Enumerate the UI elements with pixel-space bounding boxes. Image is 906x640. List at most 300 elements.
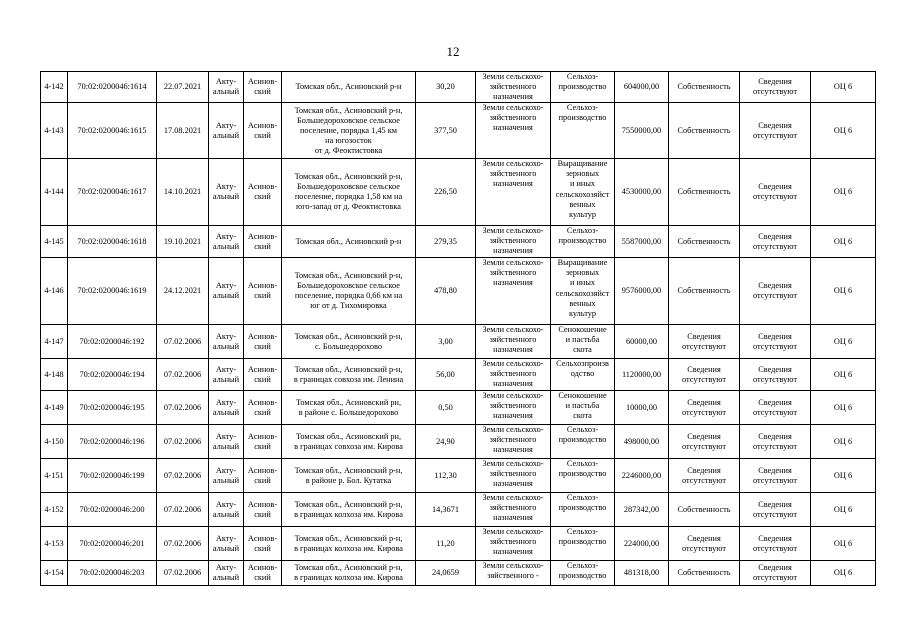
status-text: Акту- альный — [212, 499, 240, 519]
row-number-text: 4-151 — [44, 470, 64, 480]
valuation-zone-text: ОЦ 6 — [833, 369, 853, 379]
valuation-zone-cell — [811, 527, 876, 561]
land-category-cell — [476, 258, 551, 325]
registration-date-text: 14.10.2021 — [163, 187, 202, 197]
valuation-zone-text: ОЦ 6 — [833, 568, 853, 578]
encumbrance-text: Сведения отсутствуют — [752, 533, 798, 553]
address-text: Томская обл., Асиновский р-н — [295, 236, 402, 246]
valuation-zone-cell — [811, 359, 876, 391]
status-text: Акту- альный — [212, 120, 240, 140]
area-text: 14,3671 — [432, 504, 459, 514]
area-cell — [416, 425, 476, 459]
permitted-use-text: Сельхоз- производство — [558, 527, 607, 547]
valuation-zone-cell — [811, 391, 876, 425]
land-category-text: Земли сельскохо- зяйственного назначения — [482, 325, 544, 355]
registration-date-cell — [157, 103, 209, 159]
cadastral-number-text: 70:02:0200046:1614 — [77, 82, 147, 92]
right-type-text: Собственность — [677, 82, 731, 92]
area-text: 377,50 — [434, 125, 457, 135]
address-text: Томская обл., Асиновский р-н, в границах колхоза им. Кирова — [294, 533, 403, 553]
encumbrance-cell — [740, 561, 811, 586]
address-cell — [282, 459, 416, 493]
status-text: Акту- альный — [212, 77, 240, 97]
address-cell — [282, 359, 416, 391]
address-cell — [282, 72, 416, 103]
status-text: Акту- альный — [212, 331, 240, 351]
row-number-text: 4-146 — [44, 286, 64, 296]
valuation-zone-cell — [811, 493, 876, 527]
district-cell — [244, 391, 282, 425]
area-text: 30,20 — [436, 82, 455, 92]
registration-date-cell — [157, 459, 209, 493]
district-text: Асинов- ский — [247, 465, 278, 485]
district-cell — [244, 258, 282, 325]
permitted-use-cell — [551, 325, 615, 359]
area-text: 24,0659 — [432, 568, 459, 578]
area-cell — [416, 459, 476, 493]
cadastral-number-cell — [68, 391, 157, 425]
cadastral-number-cell — [68, 493, 157, 527]
permitted-use-cell — [551, 359, 615, 391]
address-text: Томская обл., Асиновский р-н, в границах колхоза им. Кирова — [294, 563, 403, 583]
address-text: Томская обл., Асиновский р-н — [295, 82, 402, 92]
cadastral-value-cell — [615, 561, 669, 586]
cadastral-value-cell — [615, 103, 669, 159]
address-cell — [282, 561, 416, 586]
row-number-cell — [41, 493, 68, 527]
cadastral-number-cell — [68, 425, 157, 459]
cadastral-number-text: 70:02:0200046:201 — [79, 538, 145, 548]
land-category-cell — [476, 425, 551, 459]
permitted-use-text: Сельхозпроизв одство — [556, 359, 609, 379]
district-cell — [244, 72, 282, 103]
status-text: Акту- альный — [212, 364, 240, 384]
status-text: Акту- альный — [212, 533, 240, 553]
cadastral-number-cell — [68, 459, 157, 493]
registration-date-text: 19.10.2021 — [163, 236, 202, 246]
cadastral-value-text: 224000,00 — [623, 538, 660, 548]
table-row — [41, 391, 876, 425]
cadastral-number-cell — [68, 325, 157, 359]
registration-date-cell — [157, 425, 209, 459]
row-number-text: 4-152 — [44, 504, 64, 514]
cadastral-value-cell — [615, 425, 669, 459]
permitted-use-cell — [551, 391, 615, 425]
valuation-zone-cell — [811, 226, 876, 258]
address-text: Томская обл., Асиновский р-н, Большедороховское сельское поселение, порядка 1,58 км на юго-запад от д. Феоктистовка — [294, 172, 403, 212]
permitted-use-text: Сельхоз- производство — [558, 72, 607, 92]
land-category-text: Земли сельскохо- зяйственного назначения — [482, 459, 544, 489]
row-number-cell — [41, 527, 68, 561]
cadastral-number-text: 70:02:0200046:195 — [79, 402, 145, 412]
encumbrance-cell — [740, 391, 811, 425]
registration-date-text: 07.02.2006 — [163, 568, 202, 578]
table-row — [41, 226, 876, 258]
right-type-cell — [669, 159, 740, 226]
cadastral-number-text: 70:02:0200046:1615 — [77, 125, 147, 135]
permitted-use-cell — [551, 72, 615, 103]
encumbrance-text: Сведения отсутствуют — [752, 499, 798, 519]
cadastral-number-text: 70:02:0200046:200 — [79, 504, 145, 514]
cadastral-value-text: 287342,00 — [623, 504, 660, 514]
land-category-text: Земли сельскохо- зяйственного назначения — [482, 425, 544, 455]
valuation-zone-text: ОЦ 6 — [833, 125, 853, 135]
address-cell — [282, 226, 416, 258]
encumbrance-text: Сведения отсутствуют — [752, 465, 798, 485]
land-category-text: Земли сельскохо- зяйственного назначения — [482, 493, 544, 523]
status-cell — [209, 103, 244, 159]
valuation-zone-text: ОЦ 6 — [833, 504, 853, 514]
registration-date-cell — [157, 561, 209, 586]
status-cell — [209, 425, 244, 459]
encumbrance-text: Сведения отсутствуют — [752, 331, 798, 351]
land-category-text: Земли сельскохо- зяйственного - — [482, 561, 544, 581]
right-type-cell — [669, 391, 740, 425]
cadastral-value-text: 10000,00 — [625, 402, 658, 412]
cadastral-value-text: 7550000,00 — [621, 125, 662, 135]
district-cell — [244, 493, 282, 527]
right-type-cell — [669, 72, 740, 103]
cadastral-value-cell — [615, 258, 669, 325]
permitted-use-text: Сельхоз- производство — [558, 425, 607, 445]
permitted-use-cell — [551, 425, 615, 459]
status-cell — [209, 359, 244, 391]
right-type-text: Собственность — [677, 187, 731, 197]
cadastral-number-text: 70:02:0200046:199 — [79, 470, 145, 480]
area-text: 11,20 — [436, 538, 455, 548]
land-category-text: Земли сельскохо- зяйственного назначения — [482, 226, 544, 256]
encumbrance-cell — [740, 72, 811, 103]
cadastral-number-text: 70:02:0200046:194 — [79, 369, 145, 379]
permitted-use-text: Сенокошение и пастьба скота — [558, 325, 607, 355]
encumbrance-cell — [740, 226, 811, 258]
land-category-text: Земли сельскохо- зяйственного назначения — [482, 391, 544, 421]
permitted-use-text: Сельхоз- производство — [558, 493, 607, 513]
valuation-zone-text: ОЦ 6 — [833, 187, 853, 197]
address-text: Томская обл., Асиновский рн, в районе с. Большедорохово — [295, 397, 402, 417]
right-type-cell — [669, 493, 740, 527]
encumbrance-cell — [740, 258, 811, 325]
row-number-cell — [41, 359, 68, 391]
district-text: Асинов- ский — [247, 397, 278, 417]
address-text: Томская обл., Асиновский р-н, с. Большедорохово — [294, 331, 403, 351]
land-category-cell — [476, 325, 551, 359]
district-cell — [244, 425, 282, 459]
status-cell — [209, 258, 244, 325]
status-text: Акту- альный — [212, 563, 240, 583]
land-category-cell — [476, 391, 551, 425]
right-type-text: Сведения отсутствуют — [681, 364, 727, 384]
right-type-text: Сведения отсутствуют — [681, 331, 727, 351]
district-text: Асинов- ский — [247, 231, 278, 251]
encumbrance-text: Сведения отсутствуют — [752, 182, 798, 202]
table-row — [41, 527, 876, 561]
area-text: 24,90 — [436, 436, 455, 446]
encumbrance-cell — [740, 103, 811, 159]
cadastral-value-text: 498000,00 — [623, 436, 660, 446]
permitted-use-cell — [551, 527, 615, 561]
registration-date-text: 22.07.2021 — [163, 82, 202, 92]
land-category-cell — [476, 72, 551, 103]
row-number-text: 4-148 — [44, 369, 64, 379]
status-text: Акту- альный — [212, 182, 240, 202]
cadastral-value-cell — [615, 226, 669, 258]
valuation-zone-text: ОЦ 6 — [833, 470, 853, 480]
status-cell — [209, 325, 244, 359]
address-cell — [282, 258, 416, 325]
right-type-text: Собственность — [677, 286, 731, 296]
cadastral-value-text: 60000,00 — [625, 336, 658, 346]
land-category-cell — [476, 527, 551, 561]
cadastral-number-text: 70:02:0200046:1617 — [77, 187, 147, 197]
right-type-text: Собственность — [677, 125, 731, 135]
district-text: Асинов- ский — [247, 563, 278, 583]
valuation-zone-cell — [811, 258, 876, 325]
permitted-use-text: Сельхоз- производство — [558, 103, 607, 123]
status-cell — [209, 561, 244, 586]
cadastral-number-text: 70:02:0200046:1618 — [77, 236, 147, 246]
cadastral-number-text: 70:02:0200046:203 — [79, 568, 145, 578]
registration-date-text: 07.02.2006 — [163, 504, 202, 514]
district-text: Асинов- ский — [247, 281, 278, 301]
encumbrance-cell — [740, 527, 811, 561]
valuation-zone-cell — [811, 159, 876, 226]
land-category-text: Земли сельскохо- зяйственного назначения — [482, 527, 544, 557]
permitted-use-cell — [551, 103, 615, 159]
right-type-cell — [669, 359, 740, 391]
right-type-text: Собственность — [677, 236, 731, 246]
status-cell — [209, 527, 244, 561]
permitted-use-cell — [551, 459, 615, 493]
land-category-text: Земли сельскохо- зяйственного назначения — [482, 103, 544, 133]
status-cell — [209, 391, 244, 425]
right-type-cell — [669, 459, 740, 493]
encumbrance-cell — [740, 325, 811, 359]
cadastral-value-text: 2246000,00 — [621, 470, 662, 480]
district-text: Асинов- ский — [247, 364, 278, 384]
table-row — [41, 459, 876, 493]
cadastral-number-cell — [68, 527, 157, 561]
permitted-use-cell — [551, 159, 615, 226]
district-cell — [244, 561, 282, 586]
registration-date-cell — [157, 391, 209, 425]
area-cell — [416, 527, 476, 561]
encumbrance-cell — [740, 493, 811, 527]
status-text: Акту- альный — [212, 231, 240, 251]
encumbrance-cell — [740, 159, 811, 226]
land-category-cell — [476, 159, 551, 226]
row-number-cell — [41, 159, 68, 226]
registration-date-cell — [157, 159, 209, 226]
cadastral-value-text: 604000,00 — [623, 82, 660, 92]
permitted-use-text: Сенокошение и пастьба скота — [558, 391, 607, 421]
valuation-zone-cell — [811, 459, 876, 493]
permitted-use-cell — [551, 258, 615, 325]
address-cell — [282, 391, 416, 425]
land-registry-table — [40, 71, 876, 586]
status-cell — [209, 159, 244, 226]
registration-date-text: 17.08.2021 — [163, 125, 202, 135]
encumbrance-cell — [740, 425, 811, 459]
address-cell — [282, 527, 416, 561]
land-category-text: Земли сельскохо- зяйственного назначения — [482, 359, 544, 389]
district-text: Асинов- ский — [247, 77, 278, 97]
district-cell — [244, 527, 282, 561]
right-type-text: Сведения отсутствуют — [681, 431, 727, 451]
right-type-cell — [669, 561, 740, 586]
valuation-zone-text: ОЦ 6 — [833, 402, 853, 412]
encumbrance-cell — [740, 459, 811, 493]
valuation-zone-cell — [811, 103, 876, 159]
row-number-text: 4-143 — [44, 125, 64, 135]
address-cell — [282, 325, 416, 359]
address-text: Томская обл., Асиновский р-н, в районе р. Бол. Кутатка — [294, 465, 403, 485]
row-number-cell — [41, 72, 68, 103]
registration-date-text: 07.02.2006 — [163, 369, 202, 379]
cadastral-value-cell — [615, 493, 669, 527]
registration-date-cell — [157, 72, 209, 103]
status-text: Акту- альный — [212, 397, 240, 417]
registration-date-cell — [157, 527, 209, 561]
encumbrance-text: Сведения отсутствуют — [752, 77, 798, 97]
row-number-text: 4-145 — [44, 236, 64, 246]
area-text: 56,00 — [436, 369, 455, 379]
area-cell — [416, 391, 476, 425]
land-category-cell — [476, 493, 551, 527]
valuation-zone-text: ОЦ 6 — [833, 286, 853, 296]
encumbrance-text: Сведения отсутствуют — [752, 281, 798, 301]
row-number-text: 4-150 — [44, 436, 64, 446]
area-text: 0,50 — [438, 402, 453, 412]
right-type-text: Сведения отсутствуют — [681, 533, 727, 553]
table-body — [41, 72, 876, 586]
right-type-cell — [669, 103, 740, 159]
right-type-text: Собственность — [677, 568, 731, 578]
district-text: Асинов- ский — [247, 533, 278, 553]
status-cell — [209, 493, 244, 527]
table-row — [41, 425, 876, 459]
cadastral-number-cell — [68, 359, 157, 391]
area-cell — [416, 325, 476, 359]
area-text: 3,00 — [438, 336, 453, 346]
registration-date-cell — [157, 226, 209, 258]
area-cell — [416, 359, 476, 391]
status-cell — [209, 72, 244, 103]
area-text: 478,80 — [434, 286, 457, 296]
registration-date-text: 07.02.2006 — [163, 436, 202, 446]
area-cell — [416, 258, 476, 325]
valuation-zone-text: ОЦ 6 — [833, 436, 853, 446]
valuation-zone-text: ОЦ 6 — [833, 538, 853, 548]
registration-date-text: 24.12.2021 — [163, 286, 202, 296]
cadastral-number-cell — [68, 226, 157, 258]
district-cell — [244, 103, 282, 159]
address-text: Томская обл., Асиновский р-н, Большедороховское сельское поселение, порядка 0,66 км на юг от д. Тихомировка — [294, 271, 403, 311]
row-number-cell — [41, 459, 68, 493]
permitted-use-cell — [551, 226, 615, 258]
right-type-cell — [669, 226, 740, 258]
address-text: Томская обл., Асиновский р-н, в границах совхоза им. Ленина — [293, 364, 404, 384]
cadastral-value-text: 481318,00 — [623, 568, 660, 578]
area-text: 279,35 — [434, 236, 457, 246]
area-cell — [416, 226, 476, 258]
page-number: 12 — [446, 44, 460, 59]
row-number-text: 4-149 — [44, 402, 64, 412]
valuation-zone-text: ОЦ 6 — [833, 336, 853, 346]
registration-date-text: 07.02.2006 — [163, 538, 202, 548]
district-cell — [244, 226, 282, 258]
right-type-text: Собственность — [677, 504, 731, 514]
status-text: Акту- альный — [212, 431, 240, 451]
address-cell — [282, 103, 416, 159]
area-cell — [416, 159, 476, 226]
land-category-text: Земли сельскохо- зяйственного назначения — [482, 159, 544, 189]
land-category-cell — [476, 359, 551, 391]
district-text: Асинов- ский — [247, 182, 278, 202]
encumbrance-text: Сведения отсутствуют — [752, 397, 798, 417]
permitted-use-text: Выращивание зерновых и иных сельскохозяйст венных культур — [555, 159, 610, 219]
row-number-text: 4-153 — [44, 538, 64, 548]
district-text: Асинов- ский — [247, 331, 278, 351]
row-number-cell — [41, 561, 68, 586]
row-number-text: 4-142 — [44, 82, 64, 92]
registration-date-text: 07.02.2006 — [163, 336, 202, 346]
cadastral-number-cell — [68, 159, 157, 226]
status-text: Акту- альный — [212, 465, 240, 485]
area-cell — [416, 72, 476, 103]
land-category-cell — [476, 226, 551, 258]
cadastral-value-cell — [615, 391, 669, 425]
area-text: 226,50 — [434, 187, 457, 197]
address-text: Томская обл., Асиновский рн, в границах совхоза им. Кирова — [294, 431, 403, 451]
land-category-cell — [476, 561, 551, 586]
valuation-zone-text: ОЦ 6 — [833, 236, 853, 246]
cadastral-number-text: 70:02:0200046:1619 — [77, 286, 147, 296]
right-type-cell — [669, 258, 740, 325]
encumbrance-cell — [740, 359, 811, 391]
cadastral-number-cell — [68, 258, 157, 325]
cadastral-value-cell — [615, 459, 669, 493]
cadastral-value-text: 5587000,00 — [621, 236, 662, 246]
land-category-text: Земли сельскохо- зяйственного назначения — [482, 258, 544, 288]
registration-date-cell — [157, 493, 209, 527]
table-row — [41, 359, 876, 391]
row-number-cell — [41, 391, 68, 425]
valuation-zone-cell — [811, 325, 876, 359]
row-number-text: 4-144 — [44, 187, 64, 197]
district-text: Асинов- ский — [247, 499, 278, 519]
permitted-use-text: Выращивание зерновых и иных сельскохозяйст венных культур — [555, 258, 610, 318]
district-cell — [244, 459, 282, 493]
status-text: Акту- альный — [212, 281, 240, 301]
district-cell — [244, 325, 282, 359]
table-row — [41, 159, 876, 226]
valuation-zone-cell — [811, 561, 876, 586]
land-category-cell — [476, 103, 551, 159]
encumbrance-text: Сведения отсутствуют — [752, 231, 798, 251]
cadastral-number-cell — [68, 72, 157, 103]
registration-date-cell — [157, 359, 209, 391]
valuation-zone-text: ОЦ 6 — [833, 82, 853, 92]
right-type-cell — [669, 527, 740, 561]
area-cell — [416, 493, 476, 527]
valuation-zone-cell — [811, 425, 876, 459]
district-text: Асинов- ский — [247, 120, 278, 140]
row-number-cell — [41, 103, 68, 159]
cadastral-value-text: 9576000,00 — [621, 286, 662, 296]
encumbrance-text: Сведения отсутствуют — [752, 120, 798, 140]
cadastral-number-cell — [68, 103, 157, 159]
